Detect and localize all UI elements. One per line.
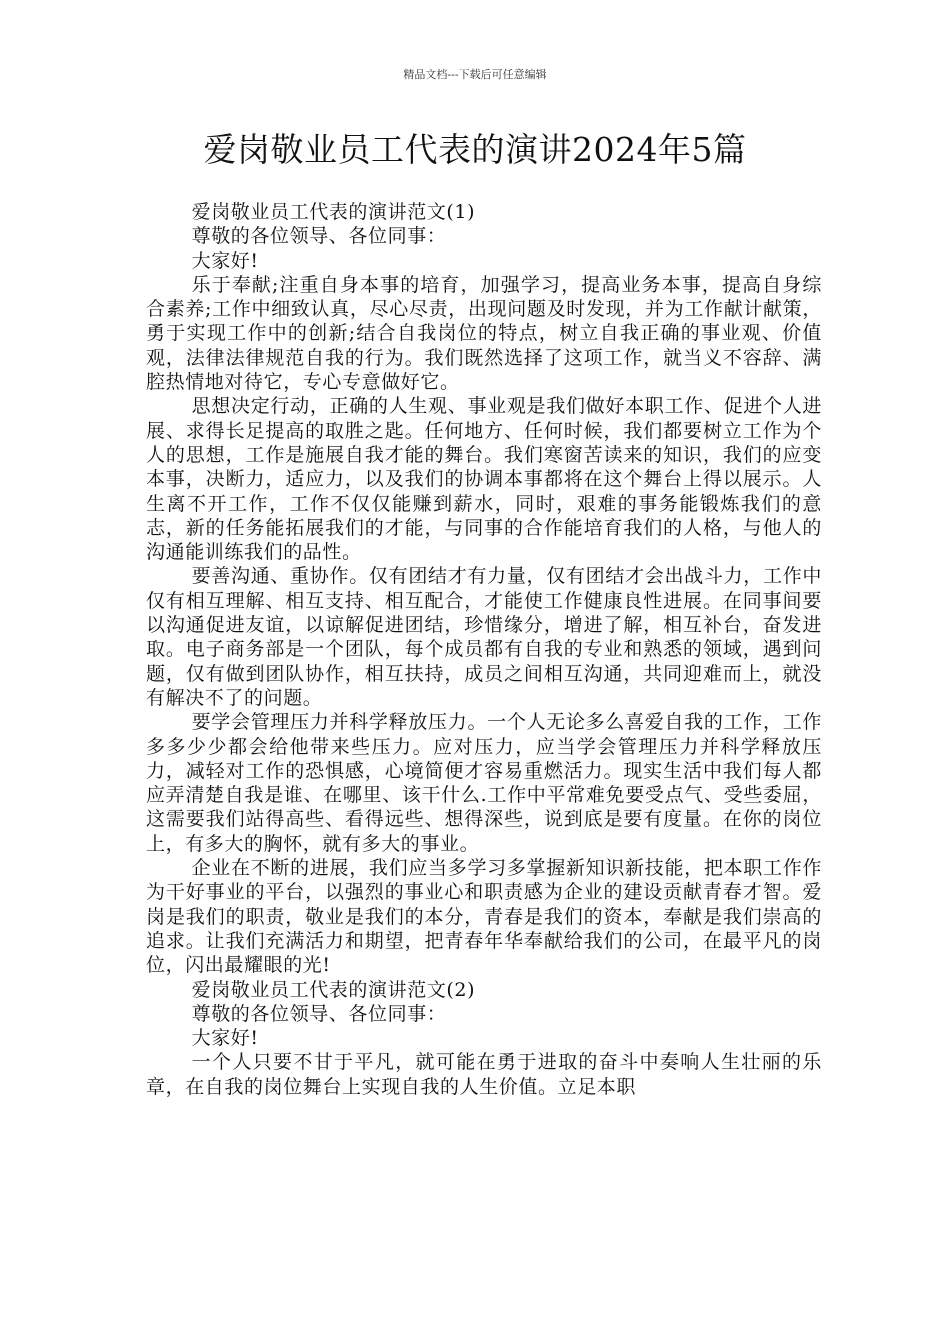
paragraph: 要学会管理压力并科学释放压力。一个人无论多么喜爱自我的工作，工作多多少少都会给他带来些压力。应对压力，应当学会管理压力并科学释放压力，减轻对工作的恐惧感，心境简便才容易重燃活力。现实生活中我们每人都应弄清楚自我是谁、在哪里、该干什么.工作中平常难免要受点气、受些委屈，这需要我们站得高些、看得远些、想得深些，说到底是要有度量。在你的岗位上，有多大的胸怀，就有多大的事业。 (146, 711, 822, 855)
greeting: 大家好! (191, 1027, 259, 1050)
paragraph: 要善沟通、重协作。仅有团结才有力量，仅有团结才会出战斗力，工作中仅有相互理解、相互支持、相互配合，才能使工作健康良性进展。在同事间要以沟通促进友谊，以谅解促进团结，珍惜缘分，增进了解，相互补台，奋发进取。电子商务部是一个团队，每个成员都有自我的专业和熟悉的领域，遇到问题，仅有做到团队协作，相互扶持，成员之间相互沟通，共同迎难而上，就没有解决不了的问题。 (146, 565, 822, 709)
document-body (146, 200, 822, 1099)
section-heading-1: 爱岗敬业员工代表的演讲范文(1) (191, 201, 476, 223)
salutation: 尊敬的各位领导、各位同事： (191, 225, 447, 248)
paragraph: 一个人只要不甘于平凡，就可能在勇于进取的奋斗中奏响人生壮丽的乐章，在自我的岗位舞台上实现自我的人生价值。立足本职 (146, 1051, 822, 1098)
paragraph: 乐于奉献;注重自身本事的培育，加强学习，提高业务本事，提高自身综合素养;工作中细致认真，尽心尽责，出现问题及时发现，并为工作献计献策，勇于实现工作中的创新;结合自我岗位的特点，树立自我正确的事业观、价值观，法律法律规范自我的行为。我们既然选择了这项工作，就当义不容辞、满腔热情地对待它，专心专意做好它。 (146, 273, 822, 394)
header-note: 精品文档---下载后可任意编辑 (403, 68, 547, 81)
paragraph: 企业在不断的进展，我们应当多学习多掌握新知识新技能，把本职工作作为干好事业的平台，以强烈的事业心和职责感为企业的建设贡献青春才智。爱岗是我们的职责，敬业是我们的本分，青春是我们的资本，奉献是我们崇高的追求。让我们充满活力和期望，把青春年华奉献给我们的公司，在最平凡的岗位，闪出最耀眼的光! (146, 857, 822, 977)
section-heading-2: 爱岗敬业员工代表的演讲范文(2) (191, 978, 476, 1001)
document-title: 爱岗敬业员工代表的演讲2024年5篇 (203, 130, 747, 169)
salutation: 尊敬的各位领导、各位同事： (191, 1002, 447, 1025)
greeting: 大家好! (191, 249, 259, 272)
paragraph: 思想决定行动，正确的人生观、事业观是我们做好本职工作、促进个人进展、求得长足提高的取胜之匙。任何地方、任何时候，我们都要树立工作为个人的思想，工作是施展自我才能的舞台。我们寒窗苦读来的知识，我们的应变本事，决断力，适应力，以及我们的协调本事都将在这个舞台上得以展示。人生离不开工作，工作不仅仅能赚到薪水，同时，艰难的事务能锻炼我们的意志，新的任务能拓展我们的才能，与同事的合作能培育我们的人格，与他人的沟通能训练我们的品性。 (146, 395, 822, 564)
